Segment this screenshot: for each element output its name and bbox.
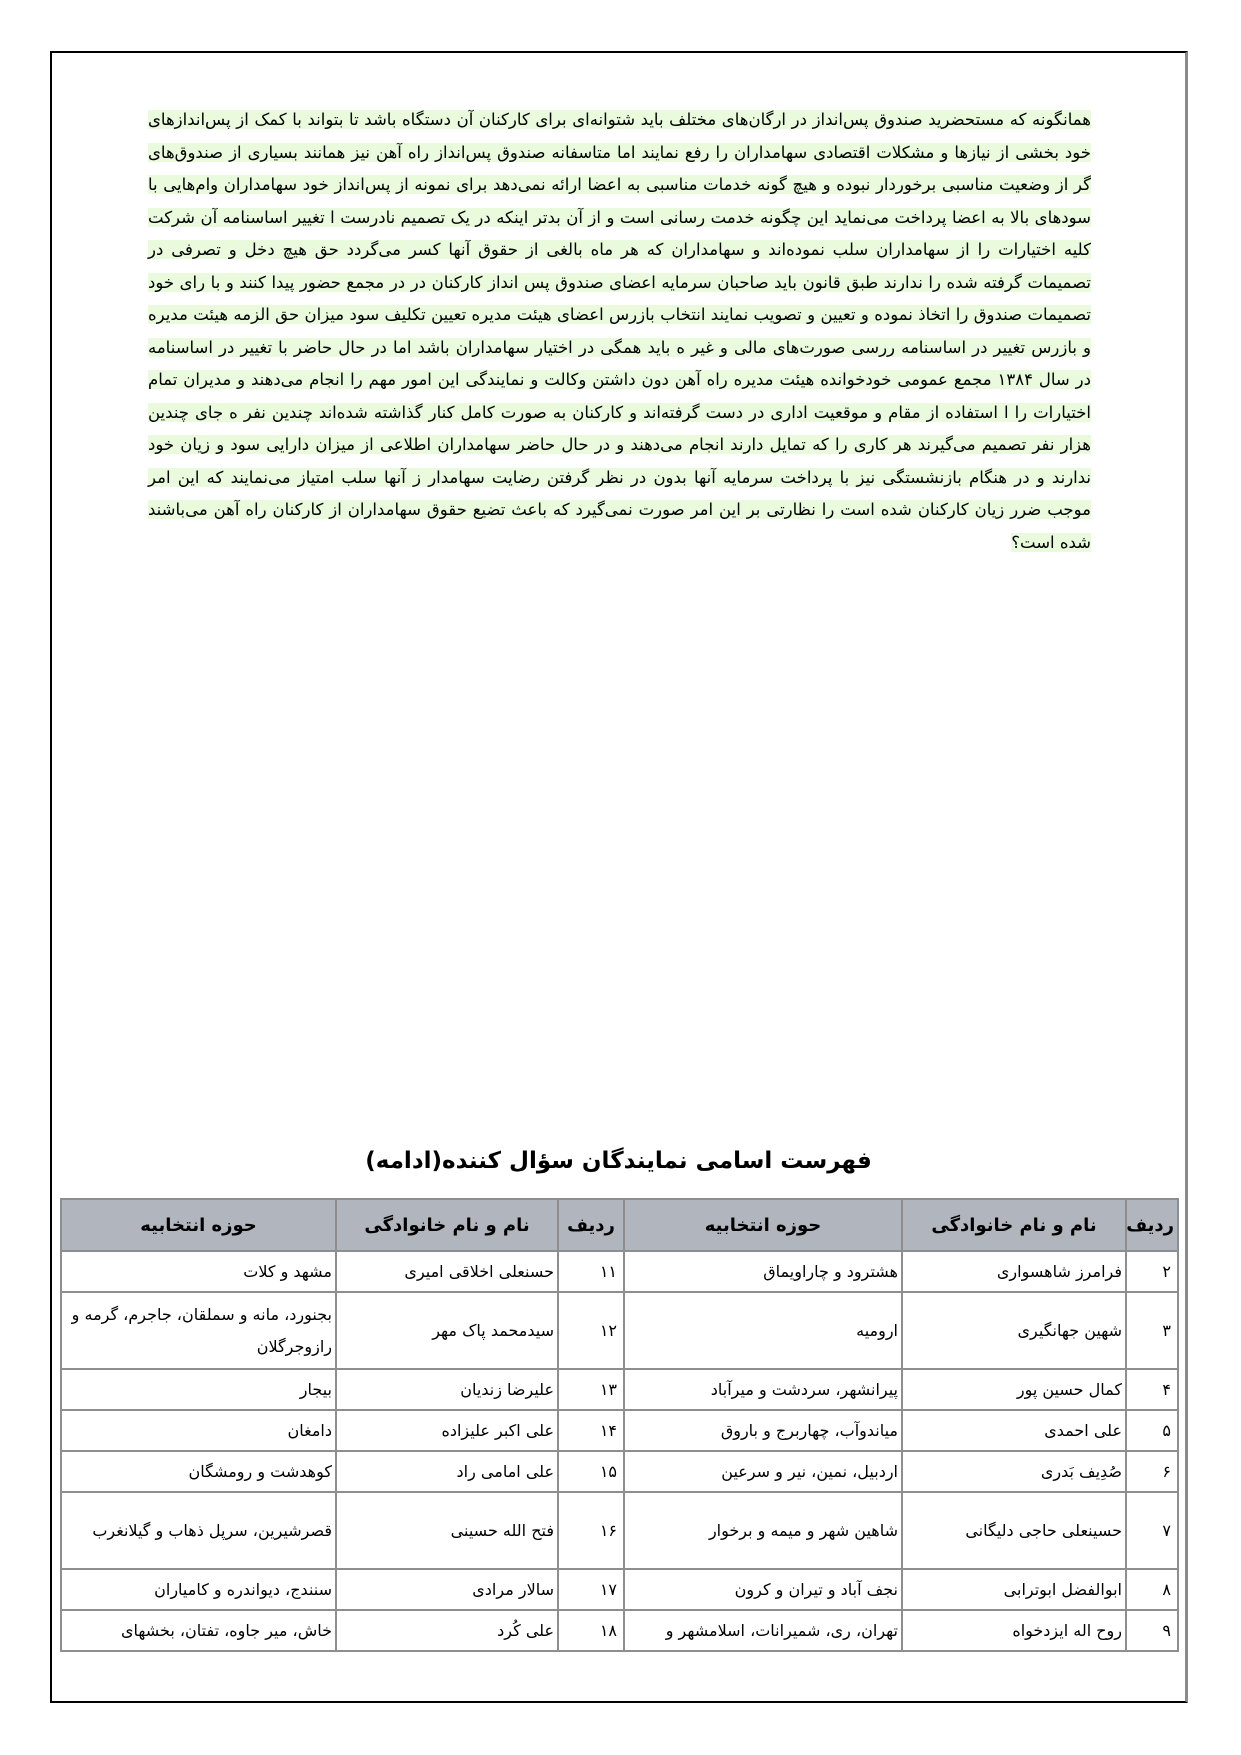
row-number: ۱۲ — [558, 1292, 624, 1369]
representative-name: علی امامی راد — [336, 1451, 558, 1492]
electoral-district: خاش، میر جاوه، تفتان، بخشهای — [61, 1610, 336, 1651]
electoral-district: سنندج، دیواندره و کامیاران — [61, 1569, 336, 1610]
row-number: ۳ — [1126, 1292, 1178, 1369]
electoral-district: مشهد و کلات — [61, 1251, 336, 1292]
electoral-district: شاهین شهر و میمه و برخوار — [624, 1492, 902, 1569]
representative-name: کمال حسین پور — [902, 1369, 1126, 1410]
header-name: نام و نام خانوادگی — [902, 1199, 1126, 1251]
table-row — [61, 1410, 1178, 1451]
header-district: حوزه انتخابیه — [624, 1199, 902, 1251]
table-header-row — [61, 1199, 1178, 1251]
representative-name: صُدِیف بَدری — [902, 1451, 1126, 1492]
table-row — [61, 1492, 1178, 1569]
representative-name: علیرضا زندیان — [336, 1369, 558, 1410]
row-number: ۴ — [1126, 1369, 1178, 1410]
electoral-district: میاندوآب، چهاربرج و باروق — [624, 1410, 902, 1451]
row-number: ۸ — [1126, 1569, 1178, 1610]
row-number: ۱۶ — [558, 1492, 624, 1569]
electoral-district: تهران، ری، شمیرانات، اسلامشهر و — [624, 1610, 902, 1651]
row-number: ۲ — [1126, 1251, 1178, 1292]
table-row — [61, 1610, 1178, 1651]
row-number: ۵ — [1126, 1410, 1178, 1451]
representatives-table — [60, 1198, 1179, 1652]
header-name: نام و نام خانوادگی — [336, 1199, 558, 1251]
representative-name: حسینعلی حاجی دلیگانی — [902, 1492, 1126, 1569]
row-number: ۱۳ — [558, 1369, 624, 1410]
representative-name: شهین جهانگیری — [902, 1292, 1126, 1369]
representative-name: ابوالفضل ابوترابی — [902, 1569, 1126, 1610]
row-number: ۹ — [1126, 1610, 1178, 1651]
table-row — [61, 1292, 1178, 1369]
representative-name: روح اله ایزدخواه — [902, 1610, 1126, 1651]
representative-name: علی کُرد — [336, 1610, 558, 1651]
electoral-district: هشترود و چاراویماق — [624, 1251, 902, 1292]
question-paragraph-text: همانگونه که مستحضرید صندوق پس‌انداز در ارگان‌های مختلف باید شتوانه‌ای برای کارکنان آن دستگاه باشد تا بتواند با کمک از پس‌اندازهای خود بخشی از نیازها و مشکلات اقتصادی سهامداران را رفع نمایند اما متاسفانه صندوق پس‌انداز راه آهن نیز همانند بسیاری از صندوق‌های گر از وضعیت مناسبی برخوردار نبوده و هیچ گونه خدمات مناسبی به اعضا ارائه نمی‌دهد برای نمونه از پس‌انداز خود سهامداران وام‌هایی با سودهای بالا به اعضا پرداخت می‌نماید این چگونه خدمت رسانی است و از آن بدتر اینکه در یک تصمیم نادرست ا تغییر اساسنامه آن شرکت کلیه اختیارات را از سهامداران سلب نموده‌اند و سهامداران که هر ماه بالغی از حقوق آنها کسر می‌گردد حق هیچ دخل و تصرفی در تصمیمات گرفته شده را ندارند طبق قانون باید صاحبان سرمایه اعضای صندوق پس انداز کارکنان در در مجمع حضور پیدا کنند و با رای خود تصمیمات صندوق را اتخاذ نموده و تعیین و تصویب نمایند انتخاب بازرس اعضای هیئت مدیره تعیین تکلیف سود میزان حق الزمه هیئت مدیره و بازرس تغییر در اساسنامه ررسی صورت‌های مالی و غیر ه باید همگی در اختیار سهامداران باشد اما در حال حاضر با تغییر در اساسنامه در سال ۱۳۸۴ مجمع عمومی خودخوانده هیئت مدیره راه آهن دون داشتن وکالت و نمایندگی این امور مهم را انجام می‌دهند و مدیران تمام اختیارات را ا استفاده از مقام و موقعیت اداری در دست گرفته‌اند و کارکنان به صورت کامل کنار گذاشته شده‌اند چندین نفر ه جای چندین هزار نفر تصمیم می‌گیرند هر کاری را که تمایل دارند انجام می‌دهند و در حال حاضر سهامداران اطلاعی از میزان دارایی سود و زیان خود ندارند و در هنگام بازنشستگی نیز با پرداخت سرمایه آنها بدون در نظر گرفتن رضایت سهامدار ز آنها سلب امتیاز می‌نمایند که این امر موجب ضرر زیان کارکنان شده است را نظارتی بر این امر صورت نمی‌گیرد که باعث تضیع حقوق سهامداران از کارکنان راه آهن می‌باشند شده است؟ — [148, 110, 1091, 552]
table-row — [61, 1451, 1178, 1492]
representative-name: حسنعلی اخلاقی امیری — [336, 1251, 558, 1292]
row-number: ۱۷ — [558, 1569, 624, 1610]
row-number: ۷ — [1126, 1492, 1178, 1569]
row-number: ۱۸ — [558, 1610, 624, 1651]
header-district: حوزه انتخابیه — [61, 1199, 336, 1251]
representative-name: سالار مرادی — [336, 1569, 558, 1610]
representative-name: فتح الله حسینی — [336, 1492, 558, 1569]
electoral-district: کوهدشت و رومشگان — [61, 1451, 336, 1492]
electoral-district: نجف آباد و تیران و کرون — [624, 1569, 902, 1610]
representative-name: سیدمحمد پاک مهر — [336, 1292, 558, 1369]
question-paragraph — [148, 104, 1091, 559]
electoral-district: پیرانشهر، سردشت و میرآباد — [624, 1369, 902, 1410]
electoral-district: بیجار — [61, 1369, 336, 1410]
table-row — [61, 1369, 1178, 1410]
row-number: ۶ — [1126, 1451, 1178, 1492]
row-number: ۱۴ — [558, 1410, 624, 1451]
representative-name: فرامرز شاهسواری — [902, 1251, 1126, 1292]
row-number: ۱۱ — [558, 1251, 624, 1292]
electoral-district: قصرشیرین، سرپل ذهاب و گیلانغرب — [61, 1492, 336, 1569]
table-title: فهرست اسامی نمایندگان سؤال کننده(ادامه) — [365, 1148, 872, 1174]
electoral-district: بجنورد، مانه و سملقان، جاجرم، گرمه و رازوجرگلان — [61, 1292, 336, 1369]
row-number: ۱۵ — [558, 1451, 624, 1492]
electoral-district: اردبیل، نمین، نیر و سرعین — [624, 1451, 902, 1492]
electoral-district: دامغان — [61, 1410, 336, 1451]
header-row-no: ردیف — [558, 1199, 624, 1251]
header-row-no: ردیف — [1126, 1199, 1178, 1251]
electoral-district: ارومیه — [624, 1292, 902, 1369]
table-row — [61, 1251, 1178, 1292]
table-row — [61, 1569, 1178, 1610]
representative-name: علی احمدی — [902, 1410, 1126, 1451]
representative-name: علی اکبر علیزاده — [336, 1410, 558, 1451]
